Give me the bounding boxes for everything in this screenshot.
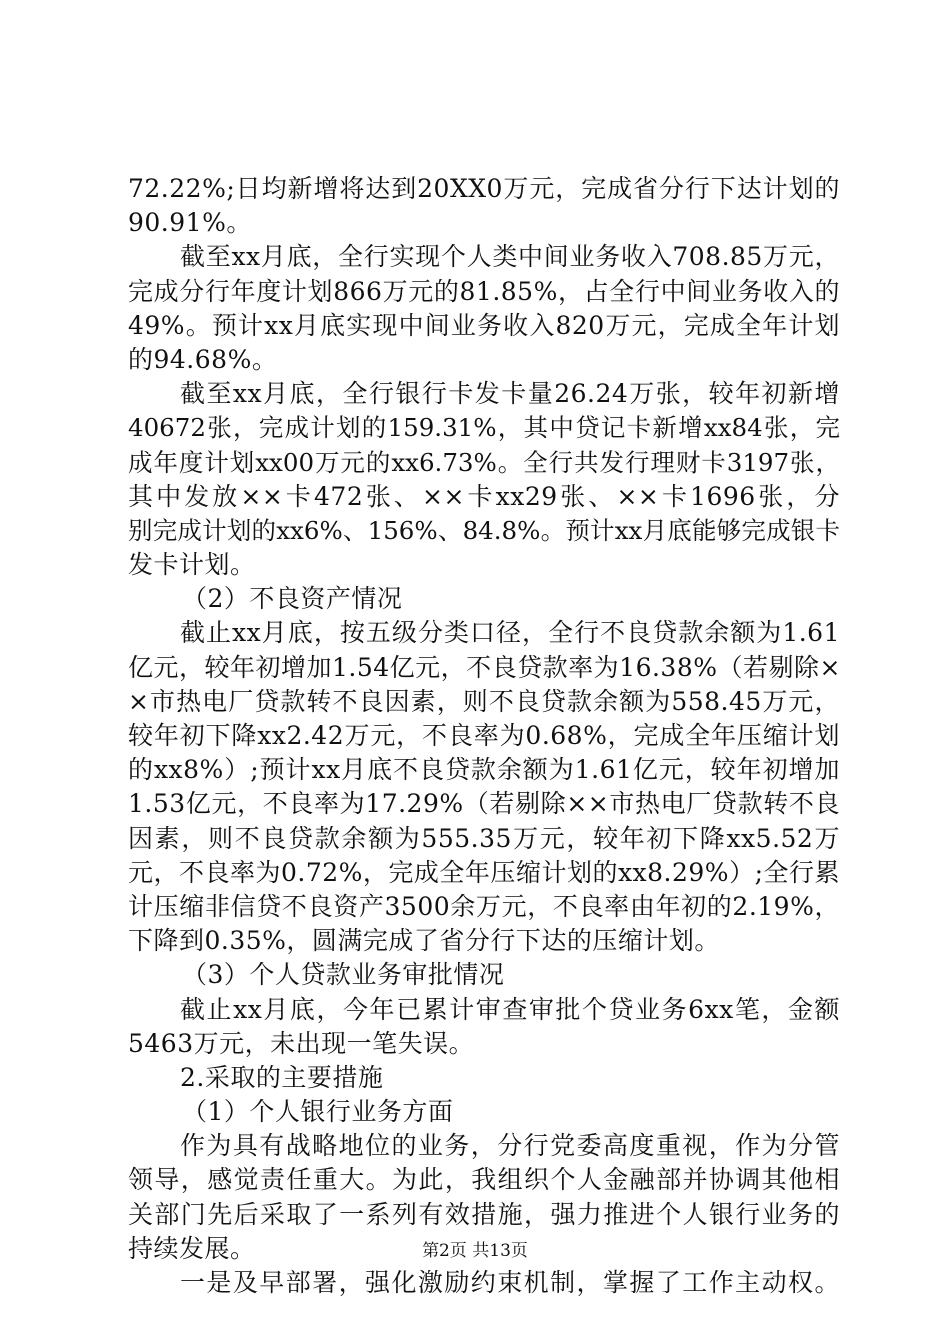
section-heading: 2.采取的主要措施 — [180, 1062, 384, 1092]
text-line: 较年初下降xx2.42万元，不良率为0.68%，完成全年压缩计划 — [128, 721, 840, 750]
text-line: 成年度计划xx00万元的xx6.73%。全行共发行理财卡3197张， — [128, 447, 840, 477]
paragraph-start: 截止xx月底，今年已累计审查审批个贷业务6xx笔，金额 — [180, 994, 840, 1024]
text-line: 别完成计划的xx6%、156%、84.8%。预计xx月底能够完成银卡 — [128, 515, 840, 545]
section-heading: （3）个人贷款业务审批情况 — [182, 960, 505, 990]
paragraph-start: 截至xx月底，全行银行卡发卡量26.24万张，较年初新增 — [180, 379, 840, 409]
text-line: 90.91%。 — [128, 208, 252, 238]
text-line: ×市热电厂贷款转不良因素，则不良贷款余额为558.45万元， — [128, 686, 840, 716]
text-line: 1.53亿元，不良率为17.29%（若剔除××市热电厂贷款转不良 — [128, 789, 840, 819]
paragraph-start: 作为具有战略地位的业务，分行党委高度重视，作为分管 — [180, 1131, 840, 1161]
text-line: 完成分行年度计划866万元的81.85%，占全行中间业务收入的 — [128, 276, 840, 306]
text-line: 因素，则不良贷款余额为555.35万元，较年初下降xx5.52万 — [128, 823, 840, 853]
paragraph-start: 截止xx月底，按五级分类口径，全行不良贷款余额为1.61 — [180, 618, 840, 648]
text-line: 72.22%;日均新增将达到20XX0万元，完成省分行下达计划的 — [128, 174, 840, 203]
text-line: 关部门先后采取了一系列有效措施，强力推进个人银行业务的 — [128, 1199, 840, 1229]
body-text — [128, 172, 840, 1300]
text-line: 40672张，完成计划的159.31%，其中贷记卡新增xx84张，完 — [128, 413, 840, 443]
section-heading: （1）个人银行业务方面 — [182, 1097, 454, 1127]
text-line: 亿元，较年初增加1.54亿元，不良贷款率为16.38%（若剔除× — [128, 652, 841, 682]
text-line: 其中发放××卡472张、××卡xx29张、××卡1696张，分 — [128, 481, 840, 511]
text-line: 下降到0.35%，圆满完成了省分行下达的压缩计划。 — [128, 926, 720, 956]
paragraph-start: 截至xx月底，全行实现个人类中间业务收入708.85万元， — [180, 242, 840, 272]
page-footer: 第2页 共13页 — [422, 1241, 528, 1261]
paragraph-start: 一是及早部署，强化激励约束机制，掌握了工作主动权。 — [180, 1268, 840, 1297]
section-heading: （2）不良资产情况 — [182, 584, 403, 614]
text-line: 的xx8%）;预计xx月底不良贷款余额为1.61亿元，较年初增加 — [128, 755, 840, 785]
text-line: 发卡计划。 — [128, 550, 256, 580]
text-line: 计压缩非信贷不良资产3500余万元，不良率由年初的2.19%， — [128, 891, 840, 921]
text-line: 领导，感觉责任重大。为此，我组织个人金融部并协调其他相 — [128, 1165, 840, 1195]
text-line: 元，不良率为0.72%，完成全年压缩计划的xx8.29%）;全行累 — [128, 857, 840, 887]
text-line: 持续发展。 — [128, 1233, 256, 1263]
text-line: 5463万元，未出现一笔失误。 — [128, 1028, 475, 1058]
text-line: 的94.68%。 — [128, 344, 278, 374]
text-line: 49%。预计xx月底实现中间业务收入820万元，完成全年计划 — [128, 310, 840, 340]
